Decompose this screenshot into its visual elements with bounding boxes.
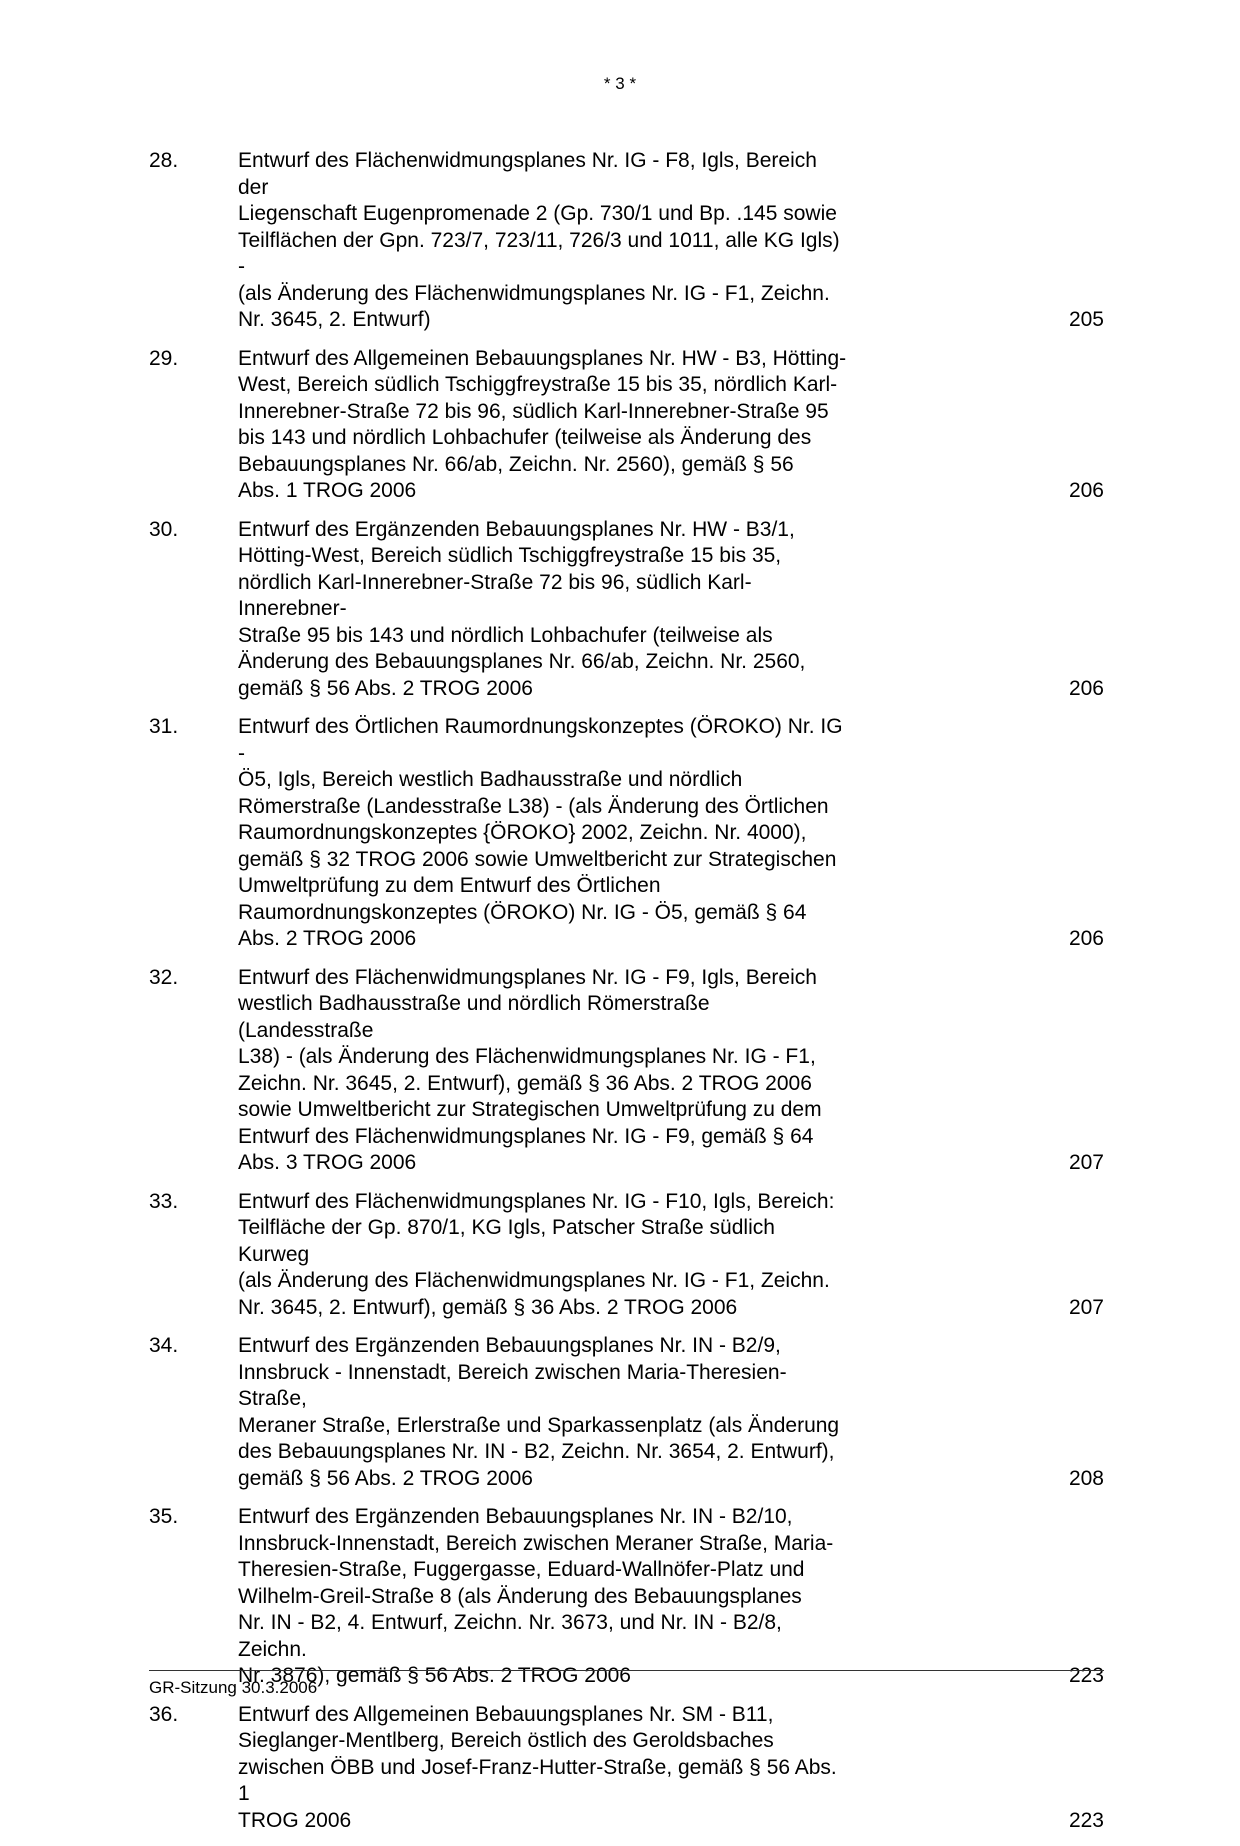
entry-page-number: 223: [1068, 1664, 1104, 1687]
entry-page-number: 208: [1068, 1466, 1104, 1490]
entry-text: Entwurf des Flächenwidmungsplanes Nr. IG - F8, Igls, Bereich der Liegenschaft Eugenpromenade 2 (Gp. 730/1 und Bp. .145 sowie Teilflächen der Gpn. 723/7, 723/11, 726/3 und 1011, alle KG Igls) - (als Änderung des Flächenwidmungsplanes Nr. IG - F1, Zeichn. Nr. 3645, 2. Entwurf): [238, 149, 840, 331]
entry-text: Entwurf des Ergänzenden Bebauungsplanes Nr. IN - B2/9, Innsbruck - Innenstadt, Bereich zwischen Maria-Theresien-Straße, Meraner Straße, Erlerstraße und Sparkassenplatz (als Änderung des Bebauungsplanes Nr. IN - B2, Zeichn. Nr. 3654, 2. Entwurf), gemäß § 56 Abs. 2 TROG 2006: [238, 1334, 840, 1490]
footer-session-label: GR-Sitzung 30.3.2006: [149, 1678, 318, 1697]
toc-entry: [149, 517, 1104, 703]
toc-entry: [149, 714, 1104, 953]
table-of-contents: [149, 148, 1104, 1846]
entry-text: Entwurf des Allgemeinen Bebauungsplanes Nr. HW - B3, Hötting- West, Bereich südlich Tschiggfreystraße 15 bis 35, nördlich Karl- Innerebner-Straße 72 bis 96, südlich Karl-Innerebner-Straße 95 bis 143 und nördlich Lohbachufer (teilweise als Änderung des Bebauungsplanes Nr. 66/ab, Zeichn. Nr. 2560), gemäß § 56 Abs. 1 TROG 2006: [238, 346, 847, 502]
entry-text: Entwurf des Ergänzenden Bebauungsplanes Nr. IN - B2/10, Innsbruck-Innenstadt, Bereich zwischen Meraner Straße, Maria- Theresien-Straße, Fuggergasse, Eduard-Wallnöfer-Platz und Wilhelm-Greil-Straße 8 (als Änderung des Bebauungsplanes Nr. IN - B2, 4. Entwurf, Zeichn. Nr. 3673, und Nr. IN - B2/8, Zeichn. Nr. 3876), gemäß § 56 Abs. 2 TROG 2006: [238, 1505, 834, 1687]
page-number: * 3 *: [603, 74, 637, 93]
entry-page-number: 223: [1068, 1808, 1104, 1832]
entry-page-number: 206: [1068, 927, 1104, 950]
entry-number: 29.: [149, 346, 179, 370]
entry-text: Entwurf des Flächenwidmungsplanes Nr. IG - F9, Igls, Bereich westlich Badhausstraße und nördlich Römerstraße (Landesstraße L38) - (als Änderung des Flächenwidmungsplanes Nr. IG - F1, Zeichn. Nr. 3645, 2. Entwurf), gemäß § 36 Abs. 2 TROG 2006 sowie Umweltbericht zur Strategischen Umweltprüfung zu dem Entwurf des Flächenwidmungsplanes Nr. IG - F9, gemäß § 64 Abs. 3 TROG 2006: [238, 965, 822, 1174]
entry-text: Entwurf des Flächenwidmungsplanes Nr. IG - F10, Igls, Bereich: Teilfläche der Gp. 870/1, KG Igls, Patscher Straße südlich Kurweg (als Änderung des Flächenwidmungsplanes Nr. IG - F1, Zeichn. Nr. 3645, 2. Entwurf), gemäß § 36 Abs. 2 TROG 2006: [238, 1189, 835, 1319]
entry-number: 28.: [149, 149, 179, 172]
toc-entry: [149, 1504, 1104, 1690]
footer-divider: [149, 1670, 1104, 1671]
entry-number: 31.: [149, 715, 179, 738]
entry-text: Entwurf des Örtlichen Raumordnungskonzeptes (ÖROKO) Nr. IG - Ö5, Igls, Bereich westlich Badhausstraße und nördlich Römerstraße (Landesstraße L38) - (als Änderung des Örtlichen Raumordnungskonzeptes {ÖROKO} 2002, Zeichn. Nr. 4000), gemäß § 32 TROG 2006 sowie Umweltbericht zur Strategischen Umweltprüfung zu dem Entwurf des Örtlichen Raumordnungskonzeptes (ÖROKO) Nr. IG - Ö5, gemäß § 64 Abs. 2 TROG 2006: [238, 715, 843, 950]
entry-number: 35.: [149, 1505, 179, 1528]
entry-number: 36.: [149, 1702, 179, 1726]
toc-entry: [149, 965, 1104, 1177]
entry-page-number: 206: [1068, 479, 1104, 502]
entry-page-number: 207: [1068, 1295, 1104, 1319]
entry-number: 33.: [149, 1189, 179, 1213]
toc-entry: [149, 1333, 1104, 1492]
entry-page-number: 205: [1068, 308, 1104, 331]
entry-page-number: 206: [1068, 676, 1104, 700]
entry-number: 34.: [149, 1334, 179, 1357]
entry-number: 32.: [149, 965, 179, 989]
entry-page-number: 207: [1068, 1151, 1104, 1174]
entry-number: 30.: [149, 517, 179, 541]
toc-entry: [149, 1702, 1104, 1835]
toc-entry: [149, 1189, 1104, 1322]
entry-text: Entwurf des Allgemeinen Bebauungsplanes Nr. SM - B11, Sieglanger-Mentlberg, Bereich östlich des Geroldsbaches zwischen ÖBB und Josef-Franz-Hutter-Straße, gemäß § 56 Abs. 1 TROG 2006: [238, 1702, 837, 1832]
toc-entry: [149, 346, 1104, 505]
entry-text: Entwurf des Ergänzenden Bebauungsplanes Nr. HW - B3/1, Hötting-West, Bereich südlich Tschiggfreystraße 15 bis 35, nördlich Karl-Innerebner-Straße 72 bis 96, südlich Karl-Innerebner- Straße 95 bis 143 und nördlich Lohbachufer (teilweise als Änderung des Bebauungsplanes Nr. 66/ab, Zeichn. Nr. 2560, gemäß § 56 Abs. 2 TROG 2006: [238, 517, 806, 700]
toc-entry: [149, 148, 1104, 334]
